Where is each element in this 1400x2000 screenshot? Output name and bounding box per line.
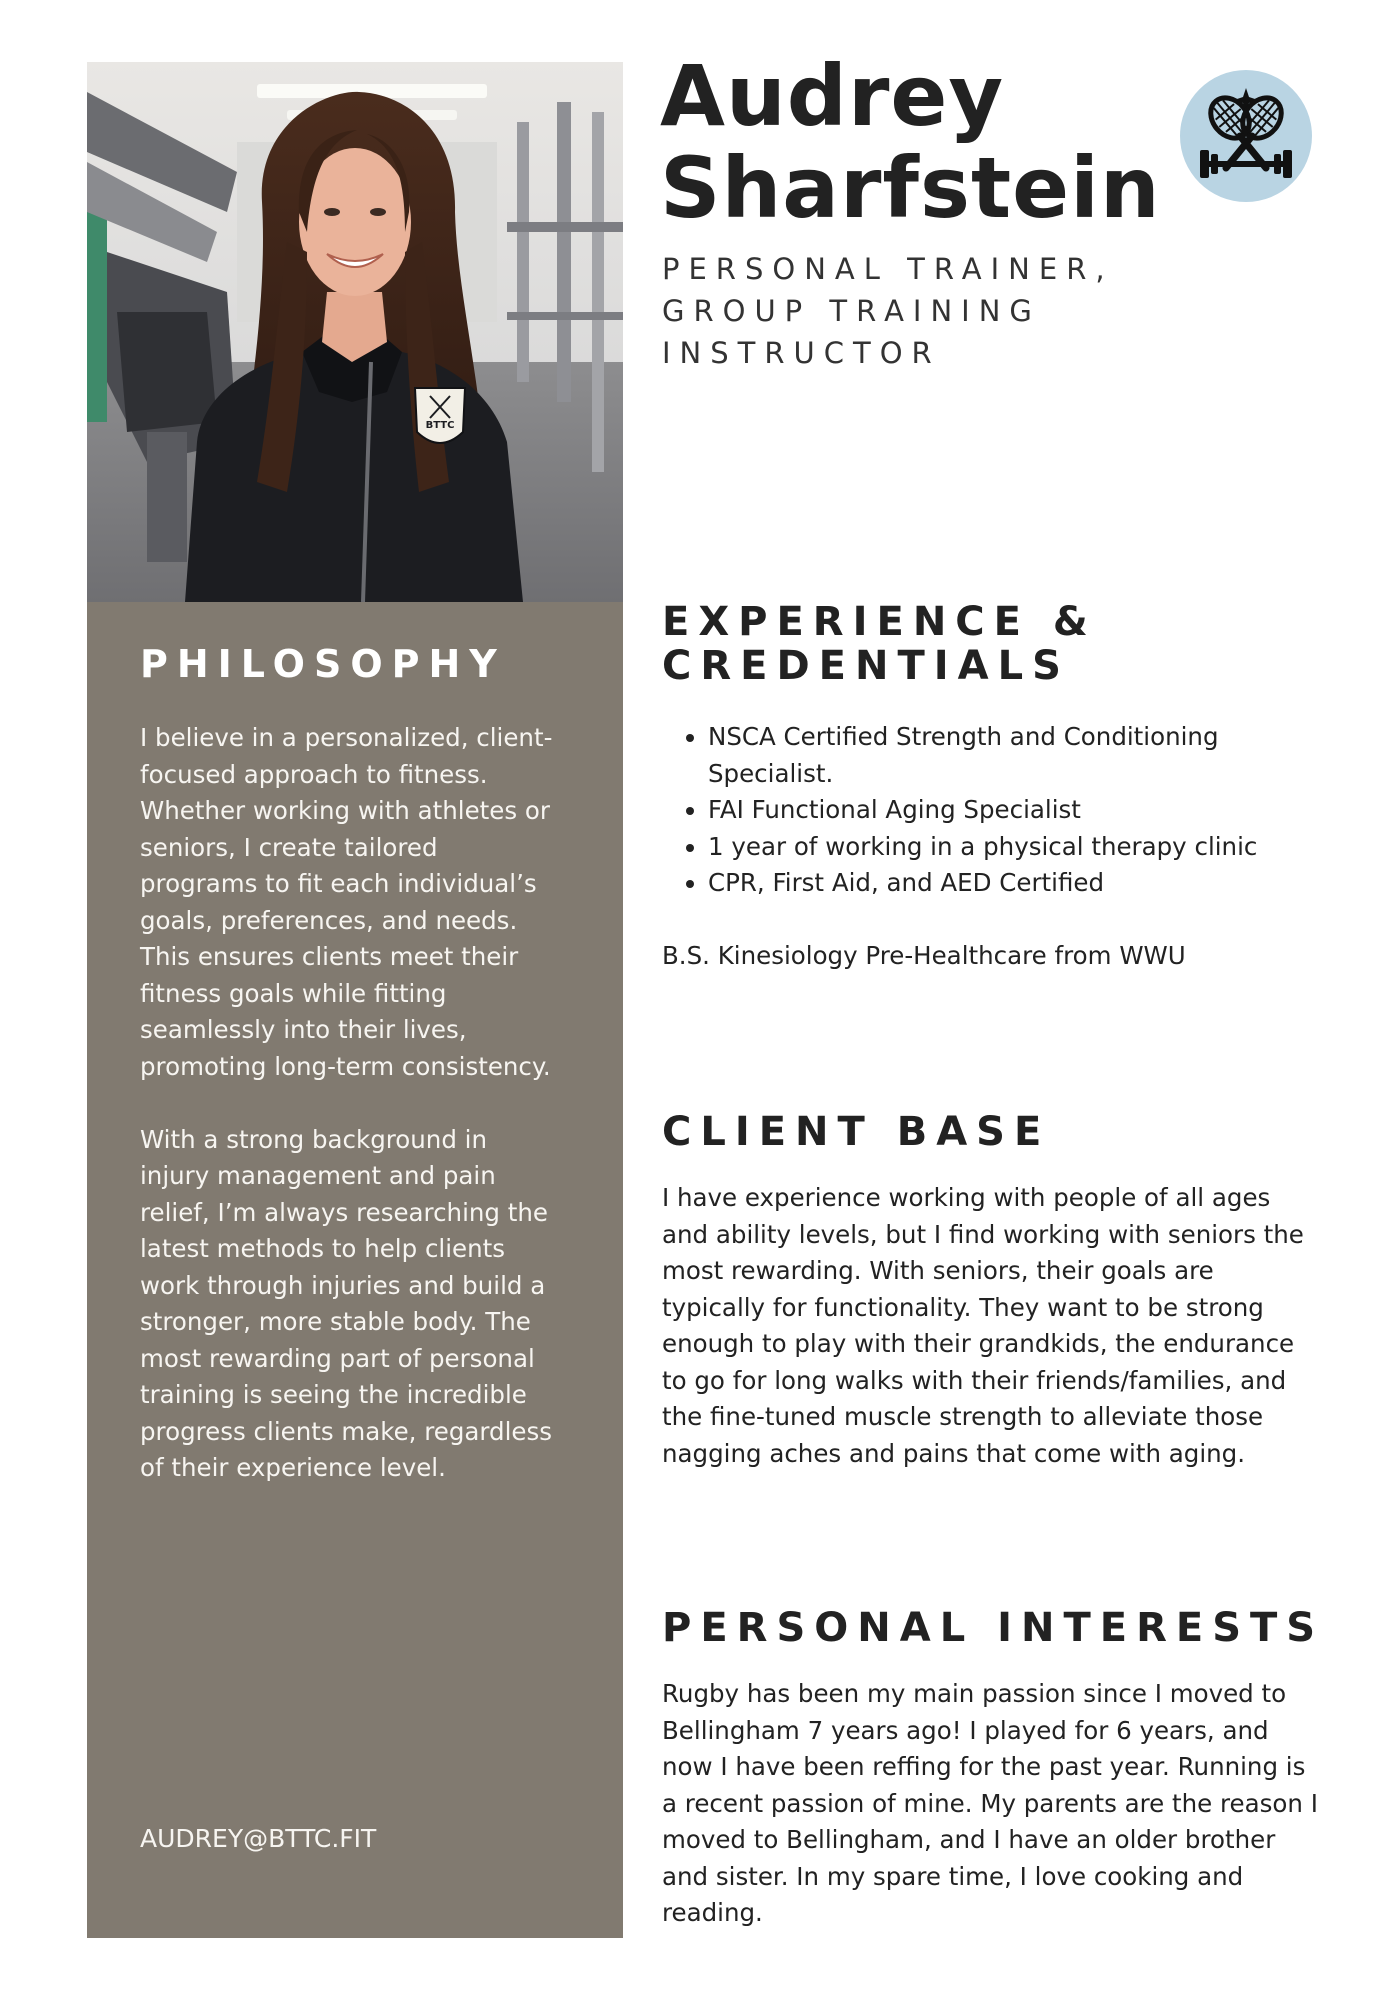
name-first: Audrey: [660, 47, 1005, 145]
client-base-text: I have experience working with people of all ages and ability levels, but I find working with seniors the most rewarding. With seniors, their goals are typically for functionality. They want to be strong enough to play with their grandkids, the endurance to go for long walks with their friends/families, and the fine-tuned muscle strength to alleviate those nagging aches and pains that come with aging.: [662, 1183, 1304, 1468]
gym-portrait-illustration: [87, 62, 623, 602]
jacket-badge-text: BTTC: [425, 420, 455, 431]
client-base-heading: CLIENT BASE: [662, 1109, 1051, 1155]
job-title-line: INSTRUCTOR: [662, 336, 941, 370]
crossed-tennis-rackets-and-barbell-icon: [1180, 70, 1312, 202]
experience-heading-line: EXPERIENCE &: [662, 599, 1097, 645]
credential-item: • CPR, First Aid, and AED Certified: [708, 865, 1322, 902]
job-title-line: PERSONAL TRAINER,: [662, 252, 1114, 286]
name-last: Sharfstein: [660, 139, 1161, 237]
credential-item: • NSCA Certified Strength and Conditioning Specialist.: [708, 719, 1322, 792]
job-title-line: GROUP TRAINING: [662, 294, 1041, 328]
experience-heading-line: CREDENTIALS: [662, 643, 1070, 689]
job-title: [662, 248, 1114, 374]
personal-interests-heading: PERSONAL INTERESTS: [662, 1605, 1325, 1651]
philosophy-paragraph-1: I believe in a personalized, client-focused approach to fitness. Whether working with athletes or seniors, I create tailored programs to fit each individual’s goals, preferences, and needs. This ensures clients meet their fitness goals while fitting seamlessly into their lives, promoting long-term consistency.: [140, 723, 553, 1081]
credential-item: • 1 year of working in a physical therapy clinic: [708, 829, 1322, 866]
trainer-name: [660, 47, 1161, 237]
philosophy-text: [140, 720, 560, 1523]
degree-text: B.S. Kinesiology Pre-Healthcare from WWU: [662, 941, 1186, 970]
credential-item: • FAI Functional Aging Specialist: [708, 792, 1322, 829]
credentials-list: [662, 719, 1322, 902]
experience-heading: [662, 600, 1097, 688]
experience-content: [662, 719, 1322, 975]
philosophy-heading: PHILOSOPHY: [140, 642, 506, 686]
trainer-portrait-photo: [87, 62, 623, 602]
philosophy-panel: [87, 602, 623, 1938]
personal-interests-text: Rugby has been my main passion since I moved to Bellingham 7 years ago! I played for 6 years, and now I have been reffing for the past year. Running is a recent passion of mine. My parents are the reason I moved to Bellingham, and I have an older brother and sister. In my spare time, I love cooking and reading.: [662, 1679, 1318, 1927]
philosophy-paragraph-2: With a strong background in injury management and pain relief, I’m always researching the latest methods to help clients work through injuries and build a stronger, more stable body. The most rewarding part of personal training is seeing the incredible progress clients make, regardless of their experience level.: [140, 1124, 553, 1482]
contact-email-link[interactable]: AUDREY@BTTC.FIT: [140, 1824, 377, 1853]
